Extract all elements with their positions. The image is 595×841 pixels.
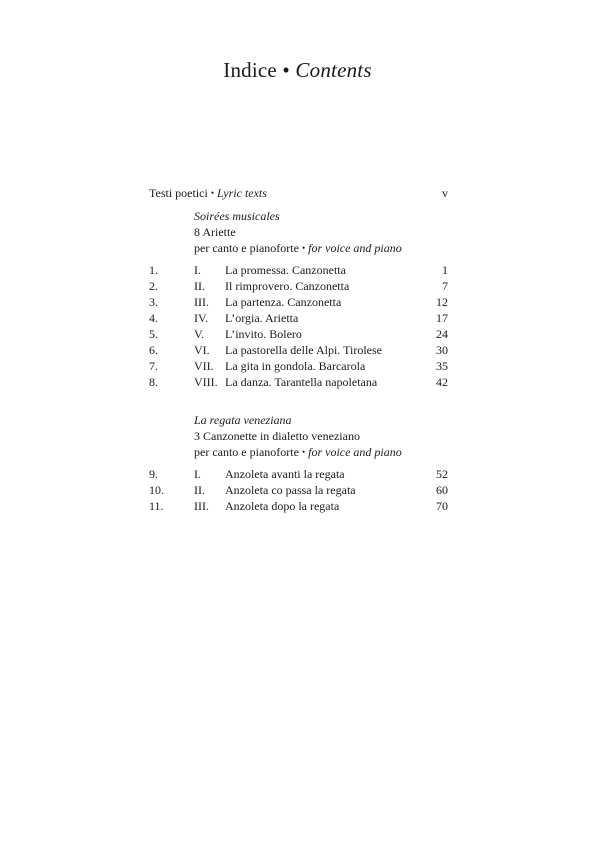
toc-row — [149, 310, 448, 326]
section2-subtitle: 3 Canzonette in dialetto veneziano — [194, 429, 360, 443]
title-italic: Contents — [295, 58, 372, 82]
item-page: 52 — [436, 467, 448, 481]
section1-scoring-text: per canto e pianoforte — [194, 241, 299, 255]
item-title: Anzoleta dopo la regata — [225, 499, 340, 513]
item-number: 8. — [149, 375, 158, 389]
item-page: 30 — [436, 343, 448, 357]
item-number: 2. — [149, 279, 158, 293]
item-number: 4. — [149, 311, 158, 325]
item-title: La gita in gondola. Barcarola — [225, 359, 366, 373]
section2-list — [149, 466, 448, 514]
toc-row — [149, 498, 448, 514]
item-roman: VIII. — [194, 375, 218, 389]
item-title: La promessa. Canzonetta — [225, 263, 346, 277]
toc-row — [149, 374, 448, 390]
section2-header — [149, 412, 448, 461]
item-roman: II. — [194, 483, 205, 497]
toc-row — [149, 262, 448, 278]
item-title: La pastorella delle Alpi. Tirolese — [225, 343, 382, 357]
item-number: 5. — [149, 327, 158, 341]
item-title: Anzoleta co passa la regata — [225, 483, 356, 497]
section1-header — [149, 208, 448, 257]
item-number: 7. — [149, 359, 158, 373]
section2-scoring — [194, 444, 448, 461]
item-page: 1 — [442, 263, 448, 277]
toc-intro — [149, 185, 448, 201]
item-roman: V. — [194, 327, 205, 341]
section1-scoring — [194, 240, 448, 257]
section1-list — [149, 262, 448, 390]
toc-row — [149, 278, 448, 294]
item-page: 42 — [436, 375, 448, 389]
title-main: Indice — [223, 58, 277, 82]
item-page: 24 — [436, 327, 448, 341]
intro-separator: • — [210, 188, 214, 198]
section2-scoring-italic: for voice and piano — [308, 445, 402, 459]
toc-row — [149, 342, 448, 358]
item-roman: III. — [194, 499, 209, 513]
item-title: L’orgia. Arietta — [225, 311, 299, 325]
item-page: 70 — [436, 499, 448, 513]
item-number: 3. — [149, 295, 158, 309]
title-separator: • — [282, 58, 290, 82]
item-roman: I. — [194, 263, 201, 277]
item-page: 17 — [436, 311, 448, 325]
intro-label-text: Testi poetici — [149, 186, 208, 200]
item-title: Anzoleta avanti la regata — [225, 467, 345, 481]
item-number: 9. — [149, 467, 158, 481]
item-roman: VI. — [194, 343, 210, 357]
intro-label-italic: Lyric texts — [216, 186, 267, 200]
item-roman: I. — [194, 467, 201, 481]
toc-row — [149, 358, 448, 374]
item-page: 7 — [442, 279, 448, 293]
section2-title: La regata veneziana — [194, 413, 292, 427]
item-roman: IV. — [194, 311, 209, 325]
item-title: L’invito. Bolero — [225, 327, 302, 341]
item-page: 35 — [436, 359, 448, 373]
item-roman: VII. — [194, 359, 214, 373]
intro-page: v — [442, 186, 448, 200]
section2-separator: • — [301, 447, 306, 457]
item-title: La partenza. Canzonetta — [225, 295, 342, 309]
item-page: 12 — [436, 295, 448, 309]
toc-row — [149, 294, 448, 310]
section1-separator: • — [301, 243, 306, 253]
item-page: 60 — [436, 483, 448, 497]
intro-label — [149, 185, 267, 202]
item-number: 1. — [149, 263, 158, 277]
item-number: 10. — [149, 483, 164, 497]
section2-scoring-text: per canto e pianoforte — [194, 445, 299, 459]
section1-subtitle: 8 Ariette — [194, 225, 236, 239]
section1-scoring-italic: for voice and piano — [308, 241, 402, 255]
page-title — [0, 58, 595, 83]
toc-row — [149, 326, 448, 342]
section1-title: Soirées musicales — [194, 209, 280, 223]
item-number: 6. — [149, 343, 158, 357]
item-roman: II. — [194, 279, 205, 293]
item-title: La danza. Tarantella napoletana — [225, 375, 378, 389]
item-number: 11. — [149, 499, 164, 513]
item-roman: III. — [194, 295, 209, 309]
item-title: Il rimprovero. Canzonetta — [225, 279, 350, 293]
toc-row — [149, 466, 448, 482]
toc-intro-row — [149, 185, 448, 201]
toc-row — [149, 482, 448, 498]
